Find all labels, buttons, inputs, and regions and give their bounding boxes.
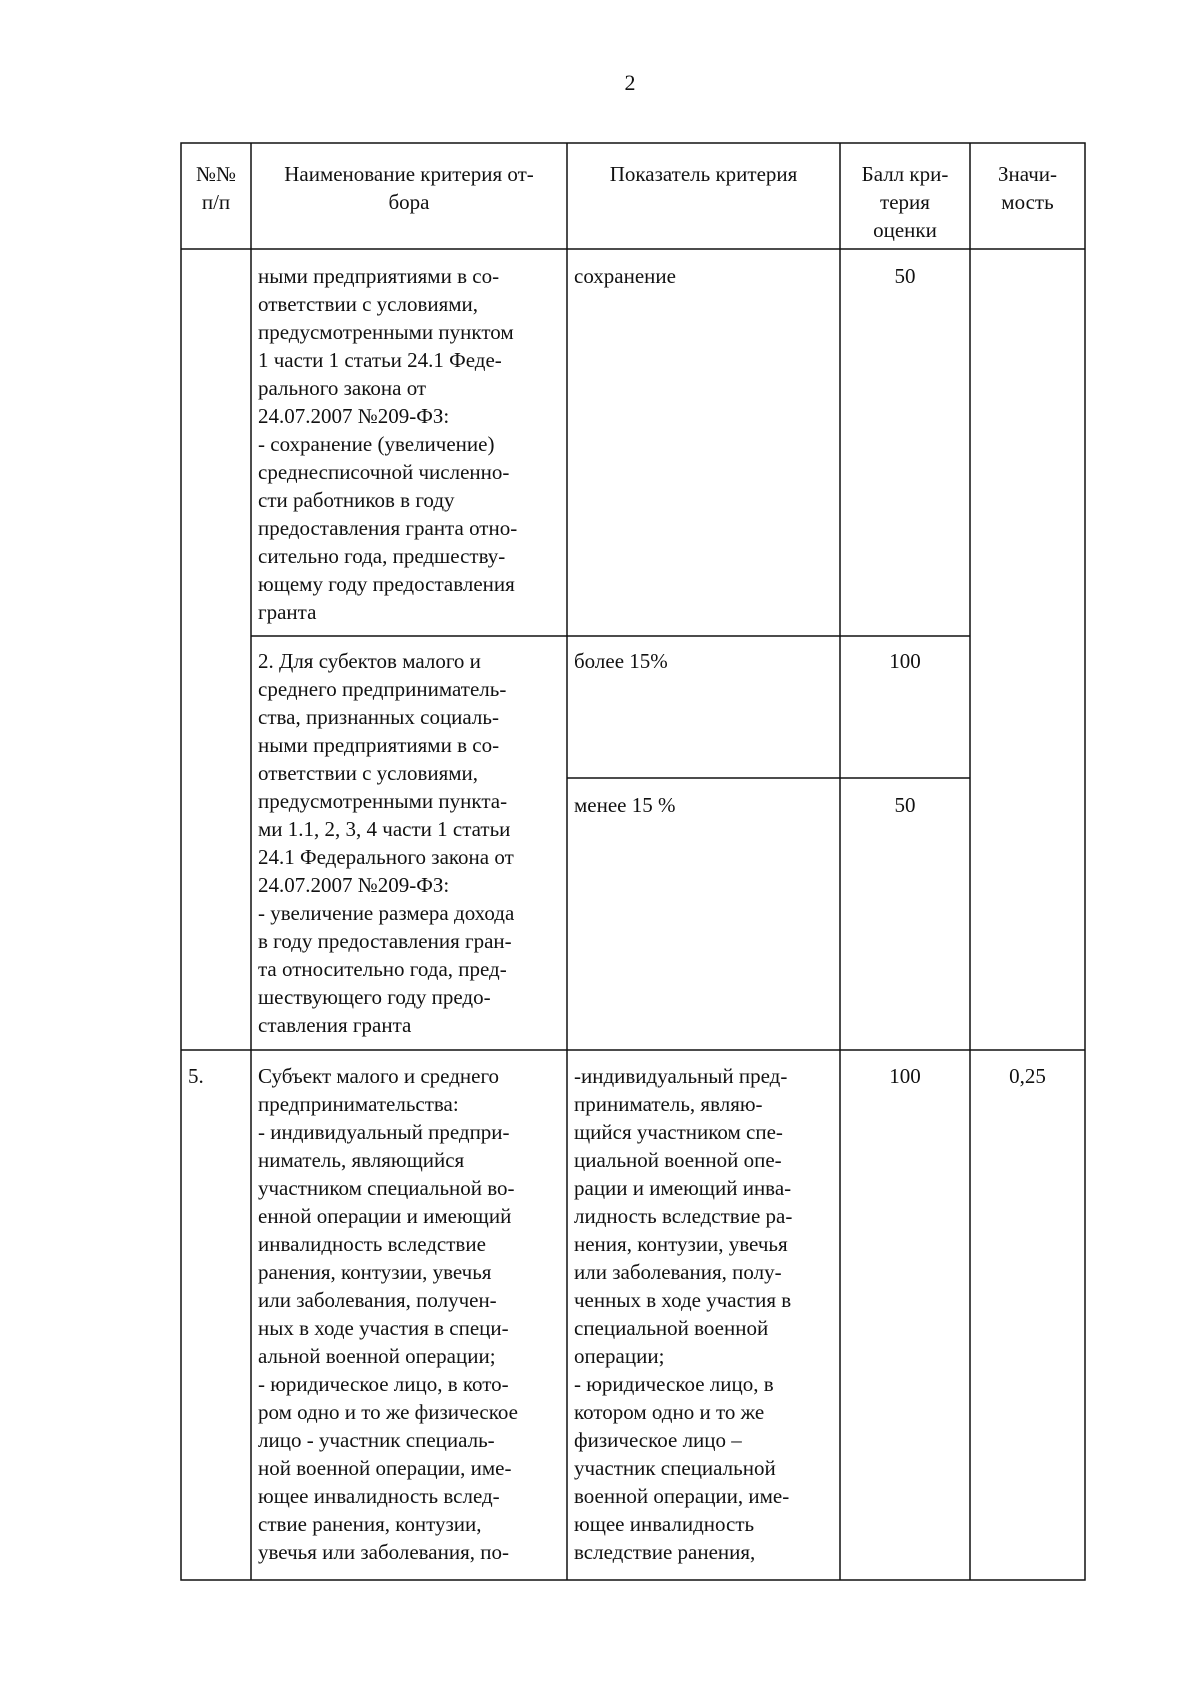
cont-text-line: предоставления гранта отно-: [258, 516, 518, 540]
c2-text-line: ответствии с условиями,: [258, 761, 479, 785]
c2-text-line: 2. Для субектов малого и: [258, 649, 481, 673]
c2-indicator-2: [574, 791, 836, 819]
r5-criterion-text: [258, 1062, 562, 1566]
cont-text-line: 1 части 1 статьи 24.1 Феде-: [258, 348, 502, 372]
r5-text-line: ствие ранения, контузии,: [258, 1512, 482, 1536]
cont-indicator: [574, 262, 836, 290]
r5-indicator-line: или заболевания, полу-: [574, 1260, 782, 1284]
r5-text-line: ных в ходе участия в специ-: [258, 1316, 509, 1340]
r5-indicator-line: лидность вследствие ра-: [574, 1204, 793, 1228]
header-indicator-line1: Показатель критерия: [609, 162, 798, 186]
c2-text-line: 24.1 Федерального закона от: [258, 845, 514, 869]
c2-score-2: [840, 791, 970, 819]
c2-indicator-1-value: более 15%: [574, 649, 668, 673]
r5-text-line: альной военной операции;: [258, 1344, 496, 1368]
cont-text-line: сительно года, предшеству-: [258, 544, 506, 568]
r5-indicator: [574, 1062, 836, 1566]
r5-indicator-line: -индивидуальный пред-: [574, 1064, 788, 1088]
header-number-line2: п/п: [201, 190, 231, 214]
r5-indicator-line: - юридическое лицо, в: [574, 1372, 774, 1396]
r5-text-line: предпринимательства:: [258, 1092, 459, 1116]
r5-text-line: Субъект малого и среднего: [258, 1064, 500, 1088]
r5-text-line: ром одно и то же физическое: [258, 1400, 518, 1424]
cont-score-value: 50: [894, 264, 916, 288]
cont-text-line: ответствии с условиями,: [258, 292, 479, 316]
c2-text-line: шествующего году предо-: [258, 985, 491, 1009]
r5-indicator-line: вследствие ранения,: [574, 1540, 756, 1564]
r5-text-line: ранения, контузии, увечья: [258, 1260, 492, 1284]
header-score: [840, 160, 970, 244]
r5-indicator-line: физическое лицо –: [574, 1428, 742, 1452]
r5-indicator-line: участник специальной: [574, 1456, 776, 1480]
header-score-line1: Балл кри-: [861, 162, 949, 186]
r5-weight: [970, 1062, 1085, 1090]
c2-text-line: 24.07.2007 №209-ФЗ:: [258, 873, 450, 897]
c2-score-2-value: 50: [894, 793, 916, 817]
cont-text-line: ными предприятиями в со-: [258, 264, 500, 288]
r5-text-line: увечья или заболевания, по-: [258, 1540, 509, 1564]
cont-text-line: сти работников в году: [258, 488, 455, 512]
c2-text-line: - увеличение размера дохода: [258, 901, 515, 925]
r5-text-line: енной операции и имеющий: [258, 1204, 512, 1228]
c2-text-line: ными предприятиями в со-: [258, 733, 500, 757]
c2-score-1: [840, 647, 970, 675]
c2-text-line: ства, признанных социаль-: [258, 705, 499, 729]
header-score-line3: оценки: [873, 218, 937, 242]
cont-text-line: рального закона от: [258, 376, 427, 400]
page-number: 2: [624, 70, 636, 95]
header-score-line2: терия: [880, 190, 930, 214]
c2-text-line: предусмотренными пункта-: [258, 789, 508, 813]
r5-text-line: ной военной операции, име-: [258, 1456, 512, 1480]
c2-criterion-text: [258, 647, 562, 1039]
cont-text-line: гранта: [258, 600, 317, 624]
cont-text-line: 24.07.2007 №209-ФЗ:: [258, 404, 450, 428]
cont-text-line: предусмотренными пунктом: [258, 320, 514, 344]
c2-indicator-2-value: менее 15 %: [574, 793, 676, 817]
header-criterion-name-line1: Наименование критерия от-: [284, 162, 534, 186]
header-weight: [970, 160, 1085, 216]
cont-criterion-text: [258, 262, 562, 626]
r5-indicator-line: ющее инвалидность: [574, 1512, 755, 1536]
r5-indicator-line: рации и имеющий инва-: [574, 1176, 792, 1200]
r5-indicator-line: циальной военной опе-: [574, 1148, 782, 1172]
cont-indicator-value: сохранение: [574, 264, 676, 288]
r5-indicator-line: нения, контузии, увечья: [574, 1232, 788, 1256]
r5-text-line: ниматель, являющийся: [258, 1148, 465, 1172]
header-criterion-name-line2: бора: [388, 190, 430, 214]
header-weight-line1: Значи-: [997, 162, 1058, 186]
r5-text-line: лицо - участник специаль-: [258, 1428, 495, 1452]
c2-text-line: та относительно года, пред-: [258, 957, 507, 981]
r5-score-value: 100: [889, 1064, 921, 1088]
r5-number: [188, 1062, 248, 1090]
header-weight-line2: мость: [1001, 190, 1054, 214]
r5-indicator-line: котором одно и то же: [574, 1400, 765, 1424]
cont-score: [840, 262, 970, 290]
c2-score-1-value: 100: [889, 649, 921, 673]
r5-text-line: участником специальной во-: [258, 1176, 515, 1200]
r5-score: [840, 1062, 970, 1090]
r5-indicator-line: специальной военной: [574, 1316, 769, 1340]
r5-indicator-line: операции;: [574, 1344, 665, 1368]
r5-text-line: ющее инвалидность вслед-: [258, 1484, 500, 1508]
cont-text-line: ющему году предоставления: [258, 572, 515, 596]
r5-text-line: - индивидуальный предпри-: [258, 1120, 510, 1144]
c2-text-line: ставления гранта: [258, 1013, 412, 1037]
header-indicator: [567, 160, 840, 188]
r5-indicator-line: щийся участником спе-: [574, 1120, 783, 1144]
c2-text-line: в году предоставления гран-: [258, 929, 512, 953]
r5-indicator-line: ченных в ходе участия в: [574, 1288, 792, 1312]
header-number-line1: №№: [195, 162, 237, 186]
r5-weight-value: 0,25: [1009, 1064, 1046, 1088]
r5-text-line: или заболевания, получен-: [258, 1288, 497, 1312]
r5-indicator-line: военной операции, име-: [574, 1484, 790, 1508]
cont-text-line: среднесписочной численно-: [258, 460, 510, 484]
r5-text-line: инвалидность вследствие: [258, 1232, 486, 1256]
cont-text-line: - сохранение (увеличение): [258, 432, 495, 456]
r5-text-line: - юридическое лицо, в кото-: [258, 1372, 509, 1396]
header-number: [181, 160, 251, 216]
c2-text-line: ми 1.1, 2, 3, 4 части 1 статьи: [258, 817, 511, 841]
c2-text-line: среднего предприниматель-: [258, 677, 507, 701]
c2-indicator-1: [574, 647, 836, 675]
r5-number-value: 5.: [188, 1064, 204, 1088]
r5-indicator-line: приниматель, являю-: [574, 1092, 763, 1116]
header-criterion-name: [251, 160, 567, 216]
